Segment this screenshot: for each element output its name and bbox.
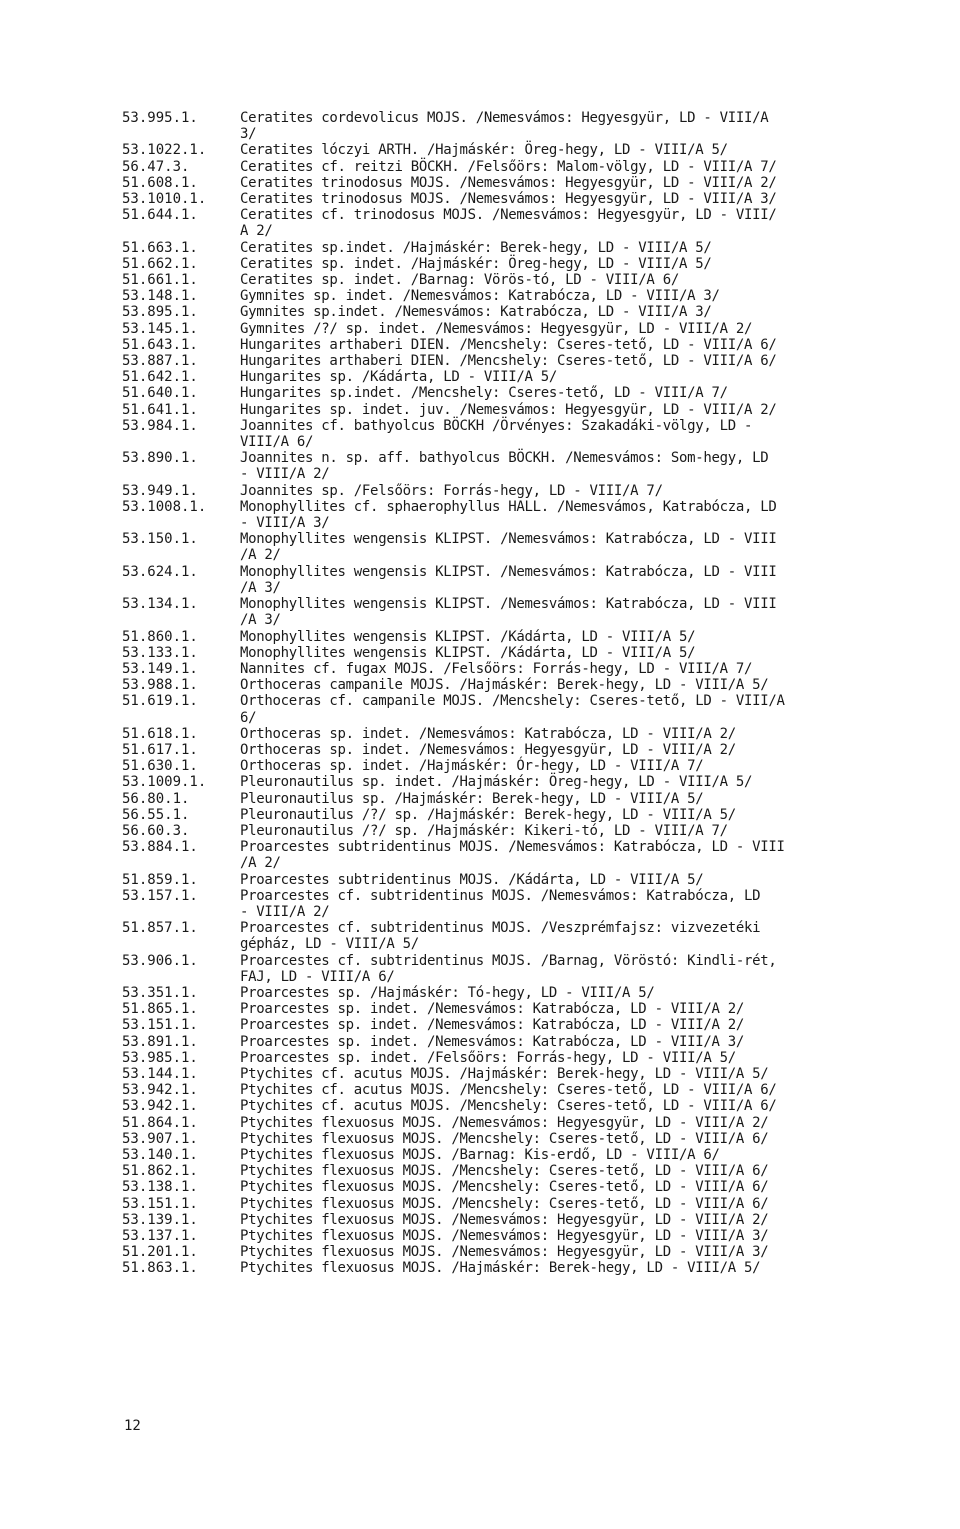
- list-item: [122, 288, 934, 304]
- list-item: [122, 1179, 934, 1195]
- specimen-description: Pleuronautilus /?/ sp. /Hajmáskér: Kikeri-tó, LD - VIII/A 7/: [240, 822, 728, 839]
- list-item: [122, 1212, 934, 1228]
- list-item: [122, 1244, 934, 1260]
- list-item: [122, 791, 934, 807]
- specimen-description: Pleuronautilus /?/ sp. /Hajmáskér: Berek-hegy, LD - VIII/A 5/: [240, 806, 736, 823]
- specimen-description: Pleuronautilus sp. indet. /Hajmáskér: Öreg-hegy, LD - VIII/A 5/: [240, 774, 753, 791]
- list-item: [122, 1147, 934, 1163]
- list-item: [122, 159, 934, 175]
- specimen-description: Orthoceras sp. indet. /Nemesvámos: Hegyesgyür, LD - VIII/A 2/: [240, 741, 736, 758]
- specimen-description: Monophyllites wengensis KLIPST. /Nemesvámos: Katrabócza, LD - VIII /A 3/: [240, 596, 777, 629]
- specimen-description: Ptychites cf. acutus MOJS. /Hajmáskér: Berek-hegy, LD - VIII/A 5/: [240, 1065, 769, 1082]
- list-item: [122, 142, 934, 158]
- specimen-description: Ptychites flexuosus MOJS. /Nemesvámos: Hegyesgyür, LD - VIII/A 3/: [240, 1244, 769, 1261]
- list-item: [122, 256, 934, 272]
- specimen-number: 53.1008.1.: [122, 498, 207, 515]
- specimen-description: Orthoceras sp. indet. /Nemesvámos: Katrabócza, LD - VIII/A 2/: [240, 725, 736, 742]
- specimen-number: 53.151.1.: [122, 1017, 198, 1034]
- specimen-description: Ptychites flexuosus MOJS. /Mencshely: Cseres-tető, LD - VIII/A 6/: [240, 1195, 769, 1212]
- specimen-number: 53.988.1.: [122, 677, 198, 694]
- specimen-number: 51.630.1.: [122, 758, 198, 775]
- specimen-description: Proarcestes sp. /Hajmáskér: Tó-hegy, LD - VIII/A 5/: [240, 984, 655, 1001]
- list-item: [122, 985, 934, 1001]
- specimen-description: Proarcestes cf. subtridentinus MOJS. /Veszprémfajsz: vizvezetéki gépház, LD - VIII/A 5/: [240, 920, 761, 953]
- list-item: [122, 629, 934, 645]
- page-number: 12: [124, 1418, 141, 1434]
- specimen-description: Ceratites trinodosus MOJS. /Nemesvámos: Hegyesgyür, LD - VIII/A 2/: [240, 174, 777, 191]
- specimen-description: Proarcestes sp. indet. /Nemesvámos: Katrabócza, LD - VIII/A 2/: [240, 1001, 744, 1018]
- specimen-description: Ptychites flexuosus MOJS. /Barnag: Kis-erdő, LD - VIII/A 6/: [240, 1147, 720, 1163]
- specimen-description: Monophyllites wengensis KLIPST. /Kádárta, LD - VIII/A 5/: [240, 644, 696, 661]
- specimen-number: 51.642.1.: [122, 369, 198, 386]
- specimen-number: 56.55.1.: [122, 806, 190, 823]
- specimen-number: 51.201.1.: [122, 1244, 198, 1261]
- specimen-number: 53.884.1.: [122, 839, 198, 856]
- list-item: [122, 499, 934, 531]
- specimen-description: Ceratites cordevolicus MOJS. /Nemesvámos: Hegyesgyür, LD - VIII/A 3/: [240, 110, 769, 143]
- specimen-number: 51.859.1.: [122, 871, 198, 888]
- specimen-description: Monophyllites wengensis KLIPST. /Nemesvámos: Katrabócza, LD - VIII /A 2/: [240, 531, 777, 564]
- specimen-number: 53.144.1.: [122, 1065, 198, 1082]
- specimen-number: 56.80.1.: [122, 790, 190, 807]
- specimen-number: 51.643.1.: [122, 336, 198, 353]
- list-item: [122, 1260, 934, 1276]
- list-item: [122, 418, 934, 450]
- specimen-description: Gymnites /?/ sp. indet. /Nemesvámos: Hegyesgyür, LD - VIII/A 2/: [240, 320, 753, 337]
- list-item: [122, 240, 934, 256]
- specimen-description: Ptychites cf. acutus MOJS. /Mencshely: Cseres-tető, LD - VIII/A 6/: [240, 1098, 777, 1115]
- specimen-description: Ptychites flexuosus MOJS. /Hajmáskér: Berek-hegy, LD - VIII/A 5/: [240, 1260, 761, 1277]
- list-item: [122, 774, 934, 790]
- specimen-number: 53.351.1.: [122, 984, 198, 1001]
- list-item: [122, 758, 934, 774]
- list-item: [122, 953, 934, 985]
- specimen-description: Proarcestes subtridentinus MOJS. /Kádárta, LD - VIII/A 5/: [240, 871, 704, 888]
- list-item: [122, 1196, 934, 1212]
- list-item: [122, 110, 934, 142]
- list-item: [122, 807, 934, 823]
- list-item: [122, 1228, 934, 1244]
- specimen-description: Ceratites sp. indet. /Barnag: Vörös-tó, LD - VIII/A 6/: [240, 272, 679, 289]
- specimen-number: 53.148.1.: [122, 288, 198, 305]
- list-item: [122, 1098, 934, 1114]
- specimen-description: Ptychites flexuosus MOJS. /Mencshely: Cseres-tető, LD - VIII/A 6/: [240, 1130, 769, 1147]
- list-item: [122, 450, 934, 482]
- specimen-list: [122, 110, 934, 1277]
- specimen-number: 56.60.3.: [122, 822, 190, 839]
- specimen-description: Hungarites sp. /Kádárta, LD - VIII/A 5/: [240, 369, 558, 386]
- specimen-number: 51.862.1.: [122, 1163, 198, 1180]
- specimen-number: 53.151.1.: [122, 1195, 198, 1212]
- list-item: [122, 402, 934, 418]
- list-item: [122, 369, 934, 385]
- specimen-number: 51.663.1.: [122, 239, 198, 256]
- specimen-description: Proarcestes sp. indet. /Nemesvámos: Katrabócza, LD - VIII/A 3/: [240, 1033, 744, 1050]
- specimen-description: Nannites cf. fugax MOJS. /Felsőörs: Forrás-hegy, LD - VIII/A 7/: [240, 660, 753, 677]
- specimen-description: Proarcestes sp. indet. /Nemesvámos: Katrabócza, LD - VIII/A 2/: [240, 1017, 744, 1034]
- specimen-description: Joannites n. sp. aff. bathyolcus BÖCKH. /Nemesvámos: Som-hegy, LD - VIII/A 2/: [240, 450, 769, 483]
- specimen-description: Ptychites flexuosus MOJS. /Nemesvámos: Hegyesgyür, LD - VIII/A 2/: [240, 1211, 769, 1228]
- specimen-description: Monophyllites wengensis KLIPST. /Kádárta, LD - VIII/A 5/: [240, 628, 696, 645]
- list-item: [122, 823, 934, 839]
- list-item: [122, 1034, 934, 1050]
- specimen-description: Hungarites arthaberi DIEN. /Mencshely: Cseres-tető, LD - VIII/A 6/: [240, 336, 777, 353]
- specimen-number: 53.157.1.: [122, 887, 198, 904]
- list-item: [122, 693, 934, 725]
- list-item: [122, 742, 934, 758]
- specimen-number: 51.662.1.: [122, 255, 198, 272]
- list-item: [122, 385, 934, 401]
- specimen-number: 51.617.1.: [122, 741, 198, 758]
- specimen-description: Proarcestes cf. subtridentinus MOJS. /Nemesvámos: Katrabócza, LD - VIII/A 2/: [240, 887, 761, 920]
- specimen-description: Orthoceras campanile MOJS. /Hajmáskér: Berek-hegy, LD - VIII/A 5/: [240, 677, 769, 694]
- specimen-number: 53.906.1.: [122, 952, 198, 969]
- specimen-number: 53.890.1.: [122, 450, 198, 467]
- specimen-number: 53.1009.1.: [122, 774, 207, 791]
- list-item: [122, 726, 934, 742]
- specimen-description: Ptychites cf. acutus MOJS. /Mencshely: Cseres-tető, LD - VIII/A 6/: [240, 1082, 777, 1099]
- list-item: [122, 1050, 934, 1066]
- specimen-number: 51.661.1.: [122, 272, 198, 289]
- specimen-description: Ceratites cf. reitzi BÖCKH. /Felsőörs: Malom-völgy, LD - VIII/A 7/: [240, 158, 777, 175]
- specimen-number: 51.864.1.: [122, 1114, 198, 1131]
- specimen-number: 53.985.1.: [122, 1049, 198, 1066]
- specimen-number: 51.644.1.: [122, 207, 198, 224]
- list-item: [122, 1001, 934, 1017]
- specimen-description: Pleuronautilus sp. /Hajmáskér: Berek-hegy, LD - VIII/A 5/: [240, 790, 704, 807]
- specimen-number: 51.857.1.: [122, 920, 198, 937]
- specimen-number: 53.887.1.: [122, 353, 198, 370]
- list-item: [122, 661, 934, 677]
- specimen-number: 51.640.1.: [122, 385, 198, 402]
- specimen-number: 51.608.1.: [122, 174, 198, 191]
- specimen-description: Ptychites flexuosus MOJS. /Nemesvámos: Hegyesgyür, LD - VIII/A 2/: [240, 1114, 769, 1131]
- list-item: [122, 191, 934, 207]
- specimen-description: Hungarites sp. indet. juv. /Nemesvámos: Hegyesgyür, LD - VIII/A 2/: [240, 401, 777, 418]
- list-item: [122, 888, 934, 920]
- specimen-description: Gymnites sp.indet. /Nemesvámos: Katrabócza, LD - VIII/A 3/: [240, 304, 712, 321]
- specimen-number: 53.942.1.: [122, 1082, 198, 1099]
- specimen-description: Joannites sp. /Felsőörs: Forrás-hegy, LD - VIII/A 7/: [240, 482, 663, 499]
- specimen-description: Hungarites arthaberi DIEN. /Mencshely: Cseres-tető, LD - VIII/A 6/: [240, 353, 777, 370]
- specimen-number: 53.995.1.: [122, 110, 198, 126]
- list-item: [122, 337, 934, 353]
- list-item: [122, 645, 934, 661]
- list-item: [122, 872, 934, 888]
- list-item: [122, 531, 934, 563]
- list-item: [122, 1163, 934, 1179]
- list-item: [122, 272, 934, 288]
- specimen-description: Monophyllites cf. sphaerophyllus HALL. /Nemesvámos, Katrabócza, LD - VIII/A 3/: [240, 498, 777, 532]
- specimen-description: Proarcestes sp. indet. /Felsőörs: Forrás-hegy, LD - VIII/A 5/: [240, 1049, 736, 1066]
- specimen-number: 53.1022.1.: [122, 142, 207, 159]
- specimen-description: Monophyllites wengensis KLIPST. /Nemesvámos: Katrabócza, LD - VIII /A 3/: [240, 563, 777, 596]
- specimen-number: 53.895.1.: [122, 304, 198, 321]
- specimen-description: Hungarites sp.indet. /Mencshely: Cseres-tető, LD - VIII/A 7/: [240, 385, 728, 402]
- specimen-description: Gymnites sp. indet. /Nemesvámos: Katrabócza, LD - VIII/A 3/: [240, 288, 720, 305]
- specimen-number: 53.137.1.: [122, 1228, 198, 1245]
- list-item: [122, 353, 934, 369]
- specimen-number: 51.619.1.: [122, 693, 198, 710]
- specimen-description: Ptychites flexuosus MOJS. /Mencshely: Cseres-tető, LD - VIII/A 6/: [240, 1179, 769, 1196]
- specimen-description: Ceratites cf. trinodosus MOJS. /Nemesvámos: Hegyesgyür, LD - VIII/ A 2/: [240, 207, 777, 240]
- specimen-description: Orthoceras cf. campanile MOJS. /Mencshely: Cseres-tető, LD - VIII/A 6/: [240, 693, 785, 726]
- specimen-number: 51.860.1.: [122, 628, 198, 645]
- specimen-number: 56.47.3.: [122, 158, 190, 175]
- specimen-number: 53.942.1.: [122, 1098, 198, 1115]
- specimen-number: 51.641.1.: [122, 401, 198, 418]
- specimen-description: Ceratites trinodosus MOJS. /Nemesvámos: Hegyesgyür, LD - VIII/A 3/: [240, 191, 777, 208]
- specimen-number: 53.907.1.: [122, 1130, 198, 1147]
- list-item: [122, 564, 934, 596]
- specimen-number: 53.150.1.: [122, 531, 198, 548]
- list-item: [122, 321, 934, 337]
- specimen-number: 53.984.1.: [122, 417, 198, 434]
- specimen-number: 51.618.1.: [122, 725, 198, 742]
- specimen-number: 53.140.1.: [122, 1147, 198, 1163]
- list-item: [122, 1066, 934, 1082]
- specimen-number: 53.138.1.: [122, 1179, 198, 1196]
- list-item: [122, 839, 934, 871]
- list-item: [122, 483, 934, 499]
- specimen-description: Ceratites sp.indet. /Hajmáskér: Berek-hegy, LD - VIII/A 5/: [240, 239, 712, 256]
- list-item: [122, 1131, 934, 1147]
- list-item: [122, 1082, 934, 1098]
- specimen-description: Proarcestes subtridentinus MOJS. /Nemesvámos: Katrabócza, LD - VIII /A 2/: [240, 839, 785, 872]
- specimen-description: Orthoceras sp. indet. /Hajmáskér: Ór-hegy, LD - VIII/A 7/: [240, 758, 704, 775]
- specimen-description: Joannites cf. bathyolcus BÖCKH /Örvényes: Szakadáki-völgy, LD - VIII/A 6/: [240, 417, 753, 451]
- specimen-number: 53.149.1.: [122, 660, 198, 677]
- specimen-number: 51.865.1.: [122, 1001, 198, 1018]
- specimen-number: 53.134.1.: [122, 596, 198, 613]
- specimen-description: Ceratites sp. indet. /Hajmáskér: Öreg-hegy, LD - VIII/A 5/: [240, 255, 712, 272]
- list-item: [122, 1115, 934, 1131]
- specimen-number: 51.863.1.: [122, 1260, 198, 1277]
- list-item: [122, 1017, 934, 1033]
- specimen-number: 53.1010.1.: [122, 191, 207, 208]
- list-item: [122, 207, 934, 239]
- specimen-number: 53.624.1.: [122, 563, 198, 580]
- list-item: [122, 175, 934, 191]
- specimen-description: Ceratites lóczyi ARTH. /Hajmáskér: Öreg-hegy, LD - VIII/A 5/: [240, 142, 728, 159]
- list-item: [122, 596, 934, 628]
- specimen-number: 53.949.1.: [122, 482, 198, 499]
- list-item: [122, 920, 934, 952]
- list-item: [122, 304, 934, 320]
- specimen-description: Proarcestes cf. subtridentinus MOJS. /Barnag, Vöröstó: Kindli-rét, FAJ, LD - VIII/A 6/: [240, 952, 777, 985]
- specimen-description: Ptychites flexuosus MOJS. /Mencshely: Cseres-tető, LD - VIII/A 6/: [240, 1163, 769, 1180]
- specimen-number: 53.133.1.: [122, 644, 198, 661]
- specimen-number: 53.139.1.: [122, 1211, 198, 1228]
- specimen-number: 53.145.1.: [122, 320, 198, 337]
- specimen-description: Ptychites flexuosus MOJS. /Nemesvámos: Hegyesgyür, LD - VIII/A 3/: [240, 1228, 769, 1245]
- specimen-number: 53.891.1.: [122, 1033, 198, 1050]
- list-item: [122, 677, 934, 693]
